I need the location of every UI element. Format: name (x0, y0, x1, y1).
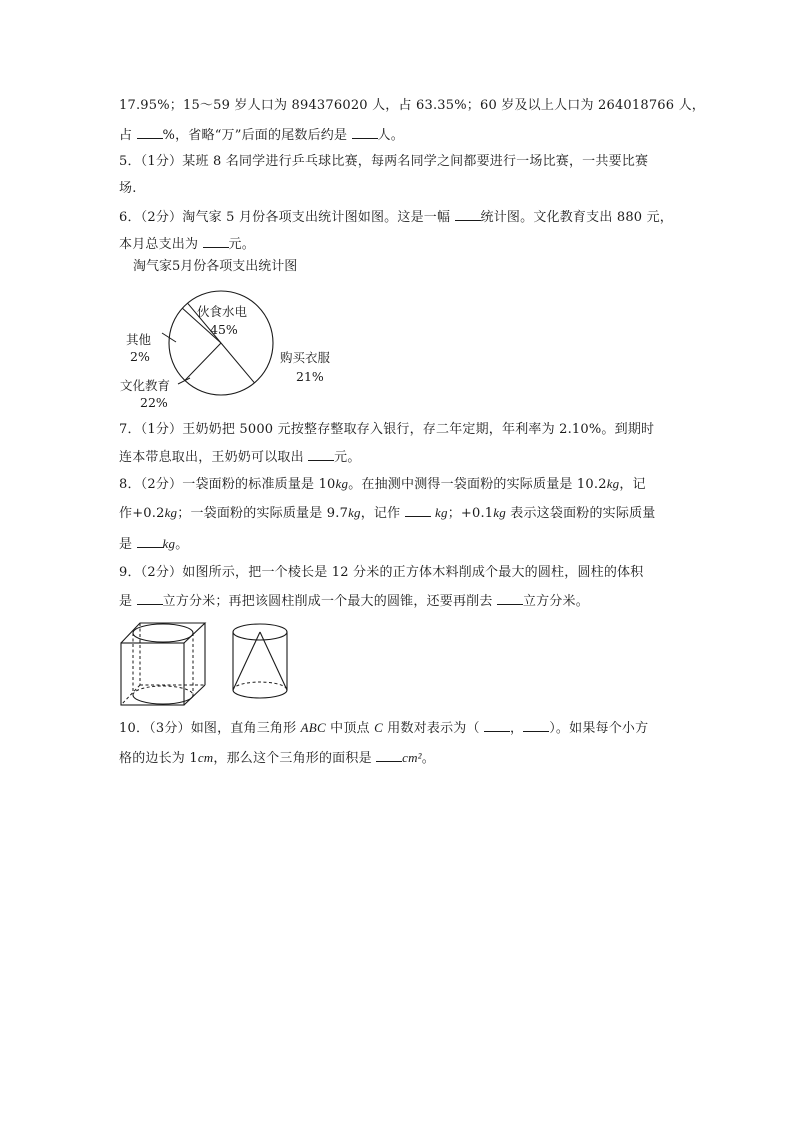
pie-chart (110, 280, 340, 414)
chart-title: 淘气家5月份各项支出统计图 (133, 259, 298, 274)
unit: kg (162, 536, 176, 551)
text: 立方分米；再把该圆柱削成一个最大的圆锥，还要再削去 (162, 594, 497, 609)
text: ， (510, 721, 524, 736)
text: 用数对表示为（ (382, 721, 485, 736)
text: 场. (119, 181, 137, 196)
answer-blank[interactable] (137, 125, 163, 139)
cube-right-bottom-edge (184, 685, 205, 705)
unit: cm (197, 750, 214, 765)
text: 8．（2分）一袋面粉的标准质量是 10 (119, 477, 336, 492)
question-10-line-1 (119, 718, 648, 738)
text: 是 (119, 537, 137, 552)
text: 9．（2分）如图所示，把一个棱长是 12 分米的正方体木料削成个最大的圆柱，圆柱的体积 (119, 565, 644, 580)
text: 。 (175, 537, 189, 552)
unit: cm² (402, 750, 422, 765)
text: 表示这袋面粉的实际质量 (505, 506, 656, 521)
text: 是 (119, 594, 137, 609)
cube-hidden-edge (121, 685, 140, 705)
pie-slice-boundary (221, 343, 254, 383)
text: 占 (119, 128, 137, 143)
pie-slice-percent: 45% (210, 322, 238, 337)
question-7-line-2 (119, 447, 361, 467)
pie-slice-label: 其他 (126, 332, 152, 347)
unit: kg (335, 476, 349, 491)
cube-front-face (121, 643, 184, 705)
text: 7．（1分）王奶奶把 5000 元按整存整取存入银行，存二年定期，年利率为 2.10%。到期时 (119, 422, 655, 437)
text: 人。 (377, 128, 404, 143)
text: 元。 (228, 237, 255, 252)
question-9-line-1 (119, 564, 643, 582)
cube-cylinder-figure (115, 615, 215, 710)
text-line (119, 97, 705, 115)
triangle-name: ABC (300, 720, 326, 735)
unit: kg (164, 505, 178, 520)
question-5-line-2 (119, 180, 137, 198)
cone-left-edge (233, 632, 260, 690)
answer-blank[interactable] (455, 207, 481, 221)
question-5-line-1 (119, 153, 648, 171)
answer-blank[interactable] (523, 718, 549, 732)
pie-slice-percent: 2% (130, 349, 150, 364)
text: ，记作 (360, 506, 405, 521)
pie-slice-label: 伙食水电 (197, 304, 248, 319)
pie-slice-percent: 21% (296, 369, 324, 384)
text: ）。如果每个小方 (549, 721, 649, 736)
cone-right-edge (260, 632, 287, 690)
text: 本月总支出为 (119, 237, 203, 252)
text: 。 (421, 751, 435, 766)
unit: kg (348, 505, 361, 520)
cylinder-bottom-front (233, 690, 287, 698)
answer-blank[interactable] (352, 125, 378, 139)
answer-blank[interactable] (376, 748, 402, 762)
question-10-line-2 (119, 748, 435, 768)
answer-blank[interactable] (405, 503, 431, 517)
text: ，记 (619, 477, 646, 492)
question-6-line-1 (119, 207, 673, 227)
text: %，省略“万”后面的尾数后约是 (162, 128, 352, 143)
cylinder-cone-figure (225, 615, 295, 705)
text: 元。 (334, 450, 361, 465)
text: 5．（1分）某班 8 名同学进行乒乓球比赛，每两名同学之间都要进行一场比赛，一共要比赛 (119, 154, 649, 169)
unit: kg (606, 476, 620, 491)
text: 10．（3分）如图，直角三角形 (119, 721, 301, 736)
text: 中顶点 (325, 721, 375, 736)
unit: kg (493, 505, 506, 520)
cylinder-bottom-back (233, 682, 287, 690)
text: ；+0.1 (447, 506, 494, 521)
pie-slice-label: 文化教育 (120, 378, 171, 393)
question-8-line-2 (119, 503, 655, 523)
question-7-line-1 (119, 421, 654, 439)
text: ；一袋面粉的实际质量是 9.7 (177, 506, 349, 521)
answer-blank[interactable] (484, 718, 510, 732)
question-6-line-2 (119, 234, 255, 254)
text: 立方分米。 (522, 594, 589, 609)
text-line (119, 125, 404, 145)
vertex-name: C (374, 720, 383, 735)
pie-slice-label: 购买衣服 (280, 350, 331, 365)
pie-slice-boundary (185, 343, 221, 380)
question-9-line-2 (119, 591, 589, 611)
question-8-line-3 (119, 534, 188, 554)
text: 17.95%；15～59 岁人口为 894376020 人，占 63.35%；60 岁及以上人口为 264018766 人， (119, 98, 705, 113)
text: 作+0.2 (119, 506, 165, 521)
answer-blank[interactable] (308, 447, 334, 461)
cylinder-top-ellipse (133, 624, 193, 642)
answer-blank[interactable] (203, 234, 229, 248)
text: 6．（2分）淘气家 5 月份各项支出统计图如图。这是一幅 (119, 210, 455, 225)
unit: kg (435, 505, 448, 520)
text: 统计图。文化教育支出 880 元， (480, 210, 673, 225)
text: 连本带息取出，王奶奶可以取出 (119, 450, 309, 465)
text: 。在抽测中测得一袋面粉的实际质量是 10.2 (348, 477, 607, 492)
answer-blank[interactable] (497, 591, 523, 605)
answer-blank[interactable] (137, 591, 163, 605)
text: 格的边长为 1 (119, 751, 198, 766)
question-8-line-1 (119, 475, 646, 494)
cube-top-edges (121, 623, 205, 643)
pie-slice-percent: 22% (140, 395, 168, 410)
answer-blank[interactable] (137, 534, 163, 548)
text: ，那么这个三角形的面积是 (213, 751, 377, 766)
